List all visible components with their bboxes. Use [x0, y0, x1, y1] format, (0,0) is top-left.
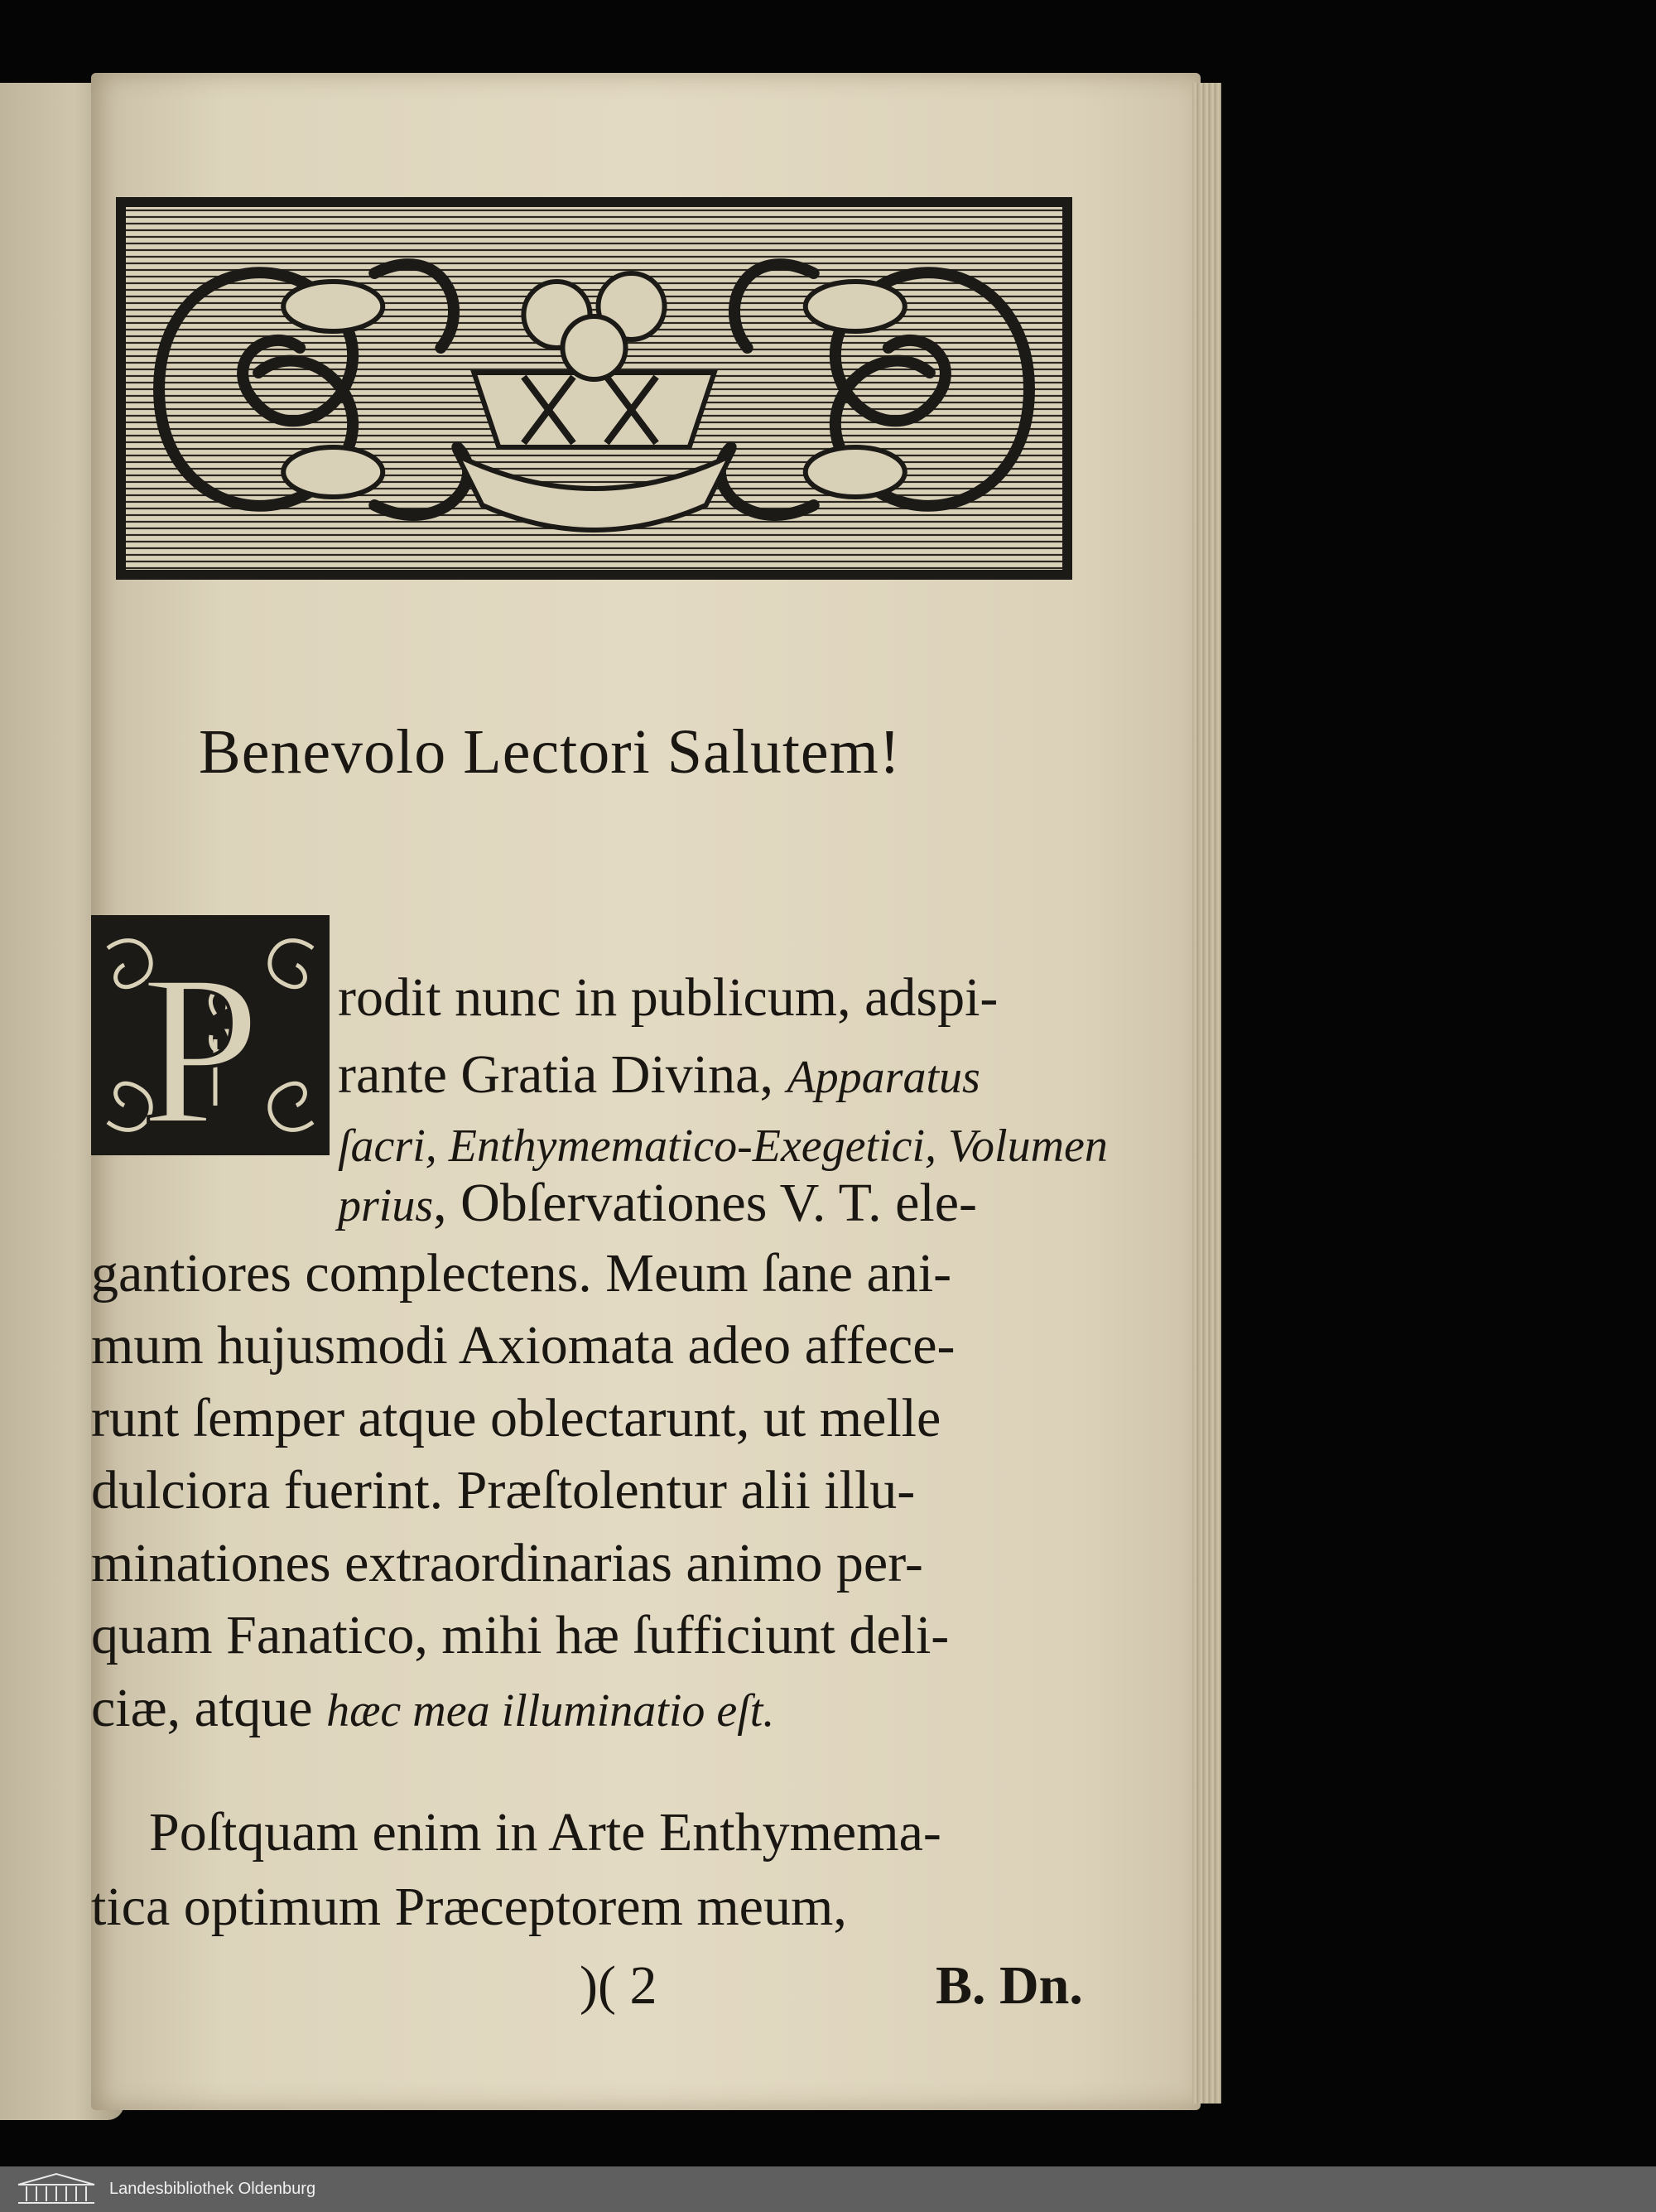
page-stack-edge	[1192, 83, 1221, 2104]
text-line: prius, Obſervationes V. T. ele-	[338, 1173, 977, 1233]
signature-mark: )( 2	[580, 1955, 657, 2016]
footer-bar	[0, 2166, 1656, 2212]
page-heading: Benevolo Lectori Salutem!	[199, 717, 902, 787]
headpiece-ornament-icon	[126, 207, 1062, 570]
text-line: runt ſemper atque oblectarunt, ut melle	[91, 1388, 941, 1448]
ornamental-headpiece	[116, 197, 1072, 580]
text-line: dulciora fuerint. Præſtolentur alii illu-	[91, 1460, 916, 1520]
catchword: B. Dn.	[936, 1955, 1083, 2016]
text-line: mum hujusmodi Axiomata adeo affece-	[91, 1315, 956, 1376]
text-line: quam Fanatico, mihi hæ ſufficiunt deli-	[91, 1605, 950, 1665]
library-building-icon	[15, 2171, 98, 2206]
text-line: ſacri, Enthymematico-Exegetici, Volumen	[338, 1120, 1108, 1172]
text-line: Poſtquam enim in Arte Enthymema-	[149, 1802, 941, 1863]
text-line: ciæ, atque hæc mea illuminatio eſt.	[91, 1678, 775, 1738]
initial-letter-ornament-icon	[91, 915, 330, 1155]
text-line: rante Gratia Divina, Apparatus	[338, 1044, 980, 1105]
decorated-initial	[91, 915, 330, 1155]
institution-name: Landesbibliothek Oldenburg	[109, 2180, 316, 2198]
text-line: tica optimum Præceptorem meum,	[91, 1877, 847, 1937]
text-line: gantiores complectens. Meum ſane ani-	[91, 1243, 952, 1304]
text-line: minationes extraordinarias animo per-	[91, 1533, 923, 1593]
text-line: rodit nunc in publicum, adspi-	[338, 967, 999, 1028]
initial-letter: P	[141, 931, 261, 1155]
